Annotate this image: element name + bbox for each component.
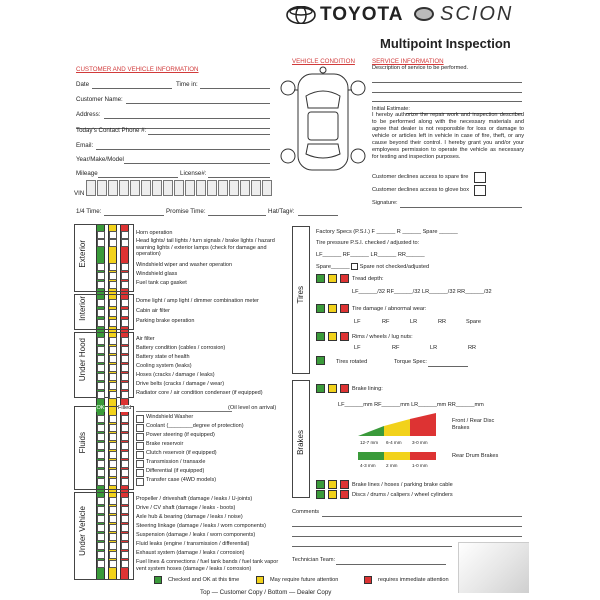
fluids-red-checkbox[interactable]	[121, 415, 129, 423]
vin-box[interactable]	[130, 180, 140, 196]
technician-field[interactable]	[336, 564, 446, 565]
under-hood-green-checkbox[interactable]	[97, 373, 105, 381]
time-in-label: Time in:	[176, 81, 198, 88]
exterior-yellow-checkbox[interactable]	[109, 272, 117, 280]
under-hood-yellow-checkbox[interactable]	[109, 346, 117, 354]
oil-level-note: (Oil level on arrival)	[228, 405, 277, 411]
interior-yellow-checkbox[interactable]	[109, 309, 117, 317]
fluid-filled-checkbox[interactable]	[136, 442, 144, 450]
under-hood-item: Battery state of health	[136, 354, 190, 360]
vin-box[interactable]	[240, 180, 250, 196]
fluids-green-checkbox[interactable]	[97, 469, 105, 477]
fluids-green-checkbox[interactable]	[97, 442, 105, 450]
time-in-field[interactable]	[200, 88, 270, 89]
fluids-red-checkbox[interactable]	[121, 424, 129, 432]
exterior-item: Fuel tank cap gasket	[136, 280, 187, 286]
scion-wordmark: SCION	[440, 3, 514, 25]
mileage-label: Mileage	[76, 170, 98, 177]
brake-lining-label: Brake lining:	[352, 386, 383, 392]
under-vehicle-red-checkbox[interactable]	[121, 533, 129, 541]
service-line-3[interactable]	[372, 101, 522, 102]
authorization-text: I hereby authorize the repair work and inspection described to be performed along with the necessary materials and agree that dealer is not responsible for loss or damage to vehicle or articles left in vehicle in case of fire, theft, or any cause beyond their control. I hereby grant you and/or your employees permission to operate the vehicle as necessary for testing and inspection purposes.	[372, 112, 524, 160]
under-hood-red-checkbox[interactable]	[121, 346, 129, 354]
under-vehicle-yellow-checkbox[interactable]	[109, 551, 117, 559]
page-curl	[458, 542, 529, 593]
exterior-red-checkbox[interactable]	[121, 272, 129, 280]
service-info-heading: SERVICE INFORMATION	[372, 58, 444, 65]
interior-item: Parking brake operation	[136, 318, 195, 324]
dipstick-icon	[136, 408, 232, 412]
exterior-red-checkbox[interactable]	[121, 239, 129, 247]
interior-red-checkbox[interactable]	[121, 299, 129, 307]
vin-box[interactable]	[97, 180, 107, 196]
exterior-yellow-checkbox[interactable]	[109, 263, 117, 271]
under-vehicle-green-checkbox[interactable]	[97, 533, 105, 541]
tire-damage-label: Tire damage / abnormal wear:	[352, 306, 427, 312]
fluids-green-checkbox[interactable]	[97, 460, 105, 468]
customer-info-heading: CUSTOMER AND VEHICLE INFORMATION	[76, 66, 199, 73]
under-vehicle-item: Steering linkage (damage / leaks / worn components)	[136, 523, 266, 529]
address-label: Address:	[76, 111, 101, 118]
under-hood-red-checkbox[interactable]	[121, 373, 129, 381]
under-vehicle-green-checkbox[interactable]	[97, 515, 105, 523]
under-hood-item: Cooling system (leaks)	[136, 363, 192, 369]
torque-spec-label: Torque Spec:	[394, 359, 427, 365]
under-vehicle-item: Exhaust system (damage / leaks / corrosion)	[136, 550, 245, 556]
fluids-yellow-checkbox[interactable]	[109, 469, 117, 477]
comments-label: Comments	[292, 509, 320, 515]
exterior-item: Windshield wiper and washer operation	[136, 262, 232, 268]
vin-box[interactable]	[207, 180, 217, 196]
under-vehicle-item: Axle hub & bearing (damage / leaks / noise)	[136, 514, 243, 520]
under-hood-yellow-checkbox[interactable]	[109, 337, 117, 345]
fluids-yellow-checkbox[interactable]	[109, 451, 117, 459]
footer-copy-note: Top — Customer Copy / Bottom — Dealer Copy	[200, 589, 332, 596]
drum-range-label: 2 mm	[386, 463, 398, 468]
fluid-filled-checkbox[interactable]	[136, 478, 144, 486]
filled-label: Filled	[118, 405, 132, 411]
under-hood-yellow-checkbox[interactable]	[109, 373, 117, 381]
under-hood-green-checkbox[interactable]	[97, 337, 105, 345]
drum-brakes-label: Rear Drum Brakes	[452, 453, 499, 459]
interior-item: Dome light / amp light / dimmer combination meter	[136, 298, 259, 304]
declines-glove-checkbox[interactable]	[474, 185, 486, 196]
fluids-yellow-checkbox[interactable]	[109, 424, 117, 432]
under-vehicle-item: Suspension (damage / leaks / worn components)	[136, 532, 256, 538]
fluids-yellow-checkbox[interactable]	[109, 460, 117, 468]
under-vehicle-item: Propeller / driveshaft (damage / leaks / U-joints)	[136, 496, 253, 502]
fluids-green-checkbox[interactable]	[97, 478, 105, 486]
under-vehicle-yellow-checkbox[interactable]	[109, 542, 117, 550]
under-hood-item: Radiator core / air condition condenser (if equipped)	[136, 390, 263, 396]
interior-green-checkbox[interactable]	[97, 319, 105, 327]
vin-box[interactable]	[119, 180, 129, 196]
under-hood-green-checkbox[interactable]	[97, 346, 105, 354]
year-make-model-label: Year/Make/Model	[76, 156, 124, 163]
fluids-yellow-checkbox[interactable]	[109, 433, 117, 441]
disc-range-label: 3-0 mm	[412, 440, 428, 445]
fluids-yellow-checkbox[interactable]	[109, 415, 117, 423]
disc-range-label: 6-4 mm	[386, 440, 402, 445]
year-make-model-field[interactable]	[124, 163, 270, 164]
page-title: Multipoint Inspection	[380, 36, 511, 51]
vehicle-condition-heading: VEHICLE CONDITION	[292, 58, 355, 65]
email-field[interactable]	[96, 149, 270, 150]
under-hood-red-checkbox[interactable]	[121, 364, 129, 372]
fluids-item: Brake reservoir	[146, 441, 184, 447]
technician-label: Technician Team:	[292, 557, 336, 563]
interior-green-checkbox[interactable]	[97, 299, 105, 307]
factory-specs-r: R	[396, 229, 401, 235]
disc-brakes-label: Front / Rear Disc Brakes	[452, 418, 495, 431]
exterior-green-checkbox[interactable]	[97, 231, 105, 239]
exterior-label: Exterior	[78, 240, 87, 268]
fluids-red-checkbox[interactable]	[121, 469, 129, 477]
tire-damage-col: LR	[410, 319, 418, 325]
declines-glove-label: Customer declines access to glove box	[372, 187, 470, 193]
fluid-filled-checkbox[interactable]	[136, 460, 144, 468]
rim-col: RF	[392, 345, 400, 351]
signature-field[interactable]	[400, 207, 522, 208]
brakes-label: Brakes	[296, 430, 305, 455]
tire-pressure-row[interactable]: LF______ RF______ LR______ RR______	[316, 252, 425, 258]
tires-label: Tires	[296, 286, 305, 304]
vin-box[interactable]	[185, 180, 195, 196]
fluids-item: Windshield Washer	[146, 414, 194, 420]
quarter-time-field[interactable]	[104, 215, 164, 216]
under-vehicle-red-checkbox[interactable]	[121, 524, 129, 532]
fluids-red-checkbox[interactable]	[121, 442, 129, 450]
drum-range-label: 1-0 mm	[412, 463, 428, 468]
fluid-filled-checkbox[interactable]	[136, 433, 144, 441]
legend-green-swatch	[154, 576, 162, 584]
pressure-rf: RF	[342, 252, 351, 258]
under-vehicle-item: Drive / CV shaft (damage / leaks - boots)	[136, 505, 236, 511]
under-vehicle-yellow-checkbox[interactable]	[109, 560, 117, 568]
toyota-logo	[286, 6, 316, 24]
exterior-green-checkbox[interactable]	[97, 272, 105, 280]
under-vehicle-yellow-checkbox[interactable]	[109, 515, 117, 523]
comments-line-4[interactable]	[292, 546, 452, 547]
torque-spec-field[interactable]	[428, 366, 468, 367]
fluids-item: Transfer case (4WD models)	[146, 477, 217, 483]
under-vehicle-green-checkbox[interactable]	[97, 524, 105, 532]
under-hood-yellow-checkbox[interactable]	[109, 391, 117, 399]
promise-time-field[interactable]	[208, 215, 266, 216]
under-vehicle-item: Fuel lines & connections / fuel tank bands / fuel tank vapor vent system hoses (damage / leaks / corrosion)	[136, 559, 279, 572]
vin-box[interactable]	[196, 180, 206, 196]
under-vehicle-green-checkbox[interactable]	[97, 497, 105, 505]
under-hood-yellow-checkbox[interactable]	[109, 355, 117, 363]
brake-lining-values: LF______mm RF______mm LR______mm RR______mm	[338, 402, 484, 408]
interior-yellow-checkbox[interactable]	[109, 319, 117, 327]
license-field[interactable]	[208, 177, 270, 178]
tire-pressure-label: Tire pressure P.S.I. checked / adjusted to:	[316, 240, 420, 246]
vin-box[interactable]	[163, 180, 173, 196]
under-vehicle-label: Under Vehicle	[78, 506, 87, 556]
contact-phone-field[interactable]	[148, 134, 270, 135]
interior-label: Interior	[78, 296, 87, 321]
tire-damage-col: Spare	[466, 319, 481, 325]
contact-phone-label: Today's Contact Phone #:	[76, 127, 147, 134]
vin-box[interactable]	[251, 180, 261, 196]
scion-emblem-icon	[414, 7, 434, 21]
under-hood-item: Battery condition (cables / corrosion)	[136, 345, 226, 351]
fluids-item: Transmission / transaxle	[146, 459, 206, 465]
spare-not-checked-label: Spare not checked/adjusted	[359, 263, 430, 270]
rims-label: Rims / wheels / lug nuts:	[352, 334, 413, 340]
fluid-filled-checkbox[interactable]	[136, 451, 144, 459]
vehicle-diagram[interactable]	[278, 66, 368, 176]
customer-name-field[interactable]	[126, 103, 270, 104]
under-hood-yellow-checkbox[interactable]	[109, 364, 117, 372]
under-vehicle-yellow-checkbox[interactable]	[109, 506, 117, 514]
tread-depth-values: LF______/32 RF______/32 LR______/32 RR______/32	[352, 289, 492, 295]
hat-tag-label: Hat/Tag#:	[268, 208, 295, 215]
brake-lines-label: Brake lines / hoses / parking brake cable	[352, 482, 453, 488]
fluids-label: Fluids	[78, 432, 87, 454]
factory-specs-label: Factory Specs (P.S.I.) F ______ R ______ Spare ______	[316, 229, 458, 235]
exterior-green-checkbox[interactable]	[97, 263, 105, 271]
pressure-lr: LR	[370, 252, 378, 258]
under-hood-item: Hoses (cracks / damage / leaks)	[136, 372, 215, 378]
factory-specs-f: Factory Specs (P.S.I.) F	[316, 229, 375, 235]
tire-damage-col: LF	[354, 319, 361, 325]
fluids-item: Coolant (________degree of protection)	[146, 423, 244, 429]
comments-line-3[interactable]	[292, 536, 522, 537]
factory-specs-spare: Spare	[422, 229, 438, 235]
fluids-yellow-checkbox[interactable]	[109, 478, 117, 486]
disc-range-label: 12-7 mm	[360, 440, 379, 445]
under-hood-item: Air filter	[136, 336, 155, 342]
under-vehicle-red-checkbox[interactable]	[121, 515, 129, 523]
under-vehicle-red-checkbox[interactable]	[121, 560, 129, 568]
vin-box[interactable]	[108, 180, 118, 196]
address-field[interactable]	[104, 118, 270, 119]
fluids-item: Clutch reservoir (if equipped)	[146, 450, 217, 456]
mileage-field[interactable]	[98, 177, 178, 178]
signature-label: Signature:	[372, 200, 398, 206]
vin-box[interactable]	[86, 180, 96, 196]
disc-brake-wedge	[358, 412, 438, 438]
vin-box[interactable]	[218, 180, 228, 196]
tires-rotated-label: Tires rotated	[336, 359, 368, 365]
declines-spare-label: Customer declines access to spare tire	[372, 174, 469, 180]
under-vehicle-red-checkbox[interactable]	[121, 497, 129, 505]
under-vehicle-red-checkbox[interactable]	[121, 542, 129, 550]
exterior-item: Horn operation	[136, 230, 173, 236]
exterior-green-checkbox[interactable]	[97, 281, 105, 289]
legend-red-swatch	[364, 576, 372, 584]
exterior-item: Head lights/ tail lights / turn signals / brake lights / hazard warning lights / exterior lamps (check for damage and operation)	[136, 238, 275, 258]
vin-box[interactable]	[141, 180, 151, 196]
under-hood-yellow-checkbox[interactable]	[109, 382, 117, 390]
rim-col: LR	[430, 345, 438, 351]
exterior-yellow-checkbox[interactable]	[109, 231, 117, 239]
spare-label: Spare	[316, 263, 331, 270]
under-hood-green-checkbox[interactable]	[97, 364, 105, 372]
spare-not-checked-checkbox[interactable]	[351, 263, 358, 270]
fluids-green-checkbox[interactable]	[97, 415, 105, 423]
under-hood-red-checkbox[interactable]	[121, 391, 129, 399]
under-hood-green-checkbox[interactable]	[97, 355, 105, 363]
under-vehicle-yellow-checkbox[interactable]	[109, 524, 117, 532]
exterior-yellow-checkbox[interactable]	[109, 281, 117, 289]
under-vehicle-yellow-checkbox[interactable]	[109, 533, 117, 541]
vin-box[interactable]	[174, 180, 184, 196]
pressure-lf: LF	[316, 252, 323, 258]
discs-drums-label: Discs / drums / calipers / wheel cylinders	[352, 492, 453, 498]
under-vehicle-green-checkbox[interactable]	[97, 551, 105, 559]
toyota-emblem-icon	[286, 6, 316, 24]
drum-brake-wedge	[358, 449, 438, 461]
fluids-red-checkbox[interactable]	[121, 460, 129, 468]
fluid-filled-checkbox[interactable]	[136, 415, 144, 423]
vin-label: VIN	[74, 190, 85, 197]
rim-col: LF	[354, 345, 361, 351]
under-vehicle-green-checkbox[interactable]	[97, 560, 105, 568]
legend-yellow-swatch	[256, 576, 264, 584]
fluids-item: Differential (if equipped)	[146, 468, 205, 474]
fluids-red-checkbox[interactable]	[121, 433, 129, 441]
exterior-red-checkbox[interactable]	[121, 281, 129, 289]
license-label: License#:	[180, 170, 207, 177]
vin-box[interactable]	[262, 180, 272, 196]
comments-line-2[interactable]	[292, 526, 522, 527]
fluids-yellow-checkbox[interactable]	[109, 442, 117, 450]
under-hood-item: Drive belts (cracks / damage / wear)	[136, 381, 225, 387]
legend-yellow-label: May require future attention	[270, 577, 339, 583]
fluid-filled-checkbox[interactable]	[136, 424, 144, 432]
comments-line-1[interactable]	[322, 516, 522, 517]
under-vehicle-red-checkbox[interactable]	[121, 506, 129, 514]
fluids-green-checkbox[interactable]	[97, 424, 105, 432]
fluid-filled-checkbox[interactable]	[136, 469, 144, 477]
fluids-green-checkbox[interactable]	[97, 433, 105, 441]
exterior-red-checkbox[interactable]	[121, 263, 129, 271]
exterior-green-checkbox[interactable]	[97, 239, 105, 247]
service-description-label: Description of service to be performed.	[372, 65, 469, 71]
interior-green-checkbox[interactable]	[97, 309, 105, 317]
date-field[interactable]	[92, 88, 172, 89]
legend-red-label: requires immediate attention	[378, 577, 449, 583]
under-hood-red-checkbox[interactable]	[121, 355, 129, 363]
quarter-time-label: 1/4 Time:	[76, 208, 102, 215]
under-hood-green-checkbox[interactable]	[97, 382, 105, 390]
toyota-wordmark: TOYOTA	[320, 4, 404, 25]
under-hood-red-checkbox[interactable]	[121, 337, 129, 345]
under-vehicle-red-checkbox[interactable]	[121, 551, 129, 559]
fluids-red-checkbox[interactable]	[121, 451, 129, 459]
interior-red-checkbox[interactable]	[121, 319, 129, 327]
under-hood-green-checkbox[interactable]	[97, 391, 105, 399]
spare-row[interactable]: Spare______ Spare not checked/adjusted	[316, 263, 430, 270]
fluids-item: Power steering (if equipped)	[146, 432, 215, 438]
service-line-2[interactable]	[372, 92, 522, 93]
car-top-view-icon	[278, 66, 368, 176]
customer-name-label: Customer Name:	[76, 96, 123, 103]
email-label: Email:	[76, 142, 94, 149]
interior-red-checkbox[interactable]	[121, 309, 129, 317]
under-vehicle-yellow-checkbox[interactable]	[109, 497, 117, 505]
exterior-red-checkbox[interactable]	[121, 231, 129, 239]
drum-range-label: 4-3 mm	[360, 463, 376, 468]
fluids-red-checkbox[interactable]	[121, 478, 129, 486]
initial-estimate-label: Initial Estimate:	[372, 106, 410, 112]
under-vehicle-green-checkbox[interactable]	[97, 542, 105, 550]
tread-depth-label: Tread depth:	[352, 276, 384, 282]
tire-damage-col: RR	[438, 319, 447, 325]
rim-col: RR	[468, 345, 477, 351]
under-hood-red-checkbox[interactable]	[121, 382, 129, 390]
fluids-green-checkbox[interactable]	[97, 451, 105, 459]
vin-box[interactable]	[229, 180, 239, 196]
interior-item: Cabin air filter	[136, 308, 170, 314]
hat-tag-field[interactable]	[298, 215, 338, 216]
vin-box[interactable]	[152, 180, 162, 196]
legend-green-label: Checked and OK at this time	[168, 577, 240, 583]
interior-yellow-checkbox[interactable]	[109, 299, 117, 307]
date-label: Date	[76, 81, 90, 88]
pressure-rr: RR	[397, 252, 406, 258]
exterior-item: Windshield glass	[136, 271, 178, 277]
under-vehicle-item: Fluid leaks (engine / transmission / differential)	[136, 541, 250, 547]
service-line-1[interactable]	[372, 82, 522, 83]
ok-label: OK	[96, 405, 105, 411]
tire-damage-col: RF	[382, 319, 390, 325]
declines-spare-checkbox[interactable]	[474, 172, 486, 183]
under-hood-label: Under Hood	[78, 338, 87, 382]
promise-time-label: Promise Time:	[166, 208, 206, 215]
under-vehicle-green-checkbox[interactable]	[97, 506, 105, 514]
exterior-yellow-checkbox[interactable]	[109, 239, 117, 247]
